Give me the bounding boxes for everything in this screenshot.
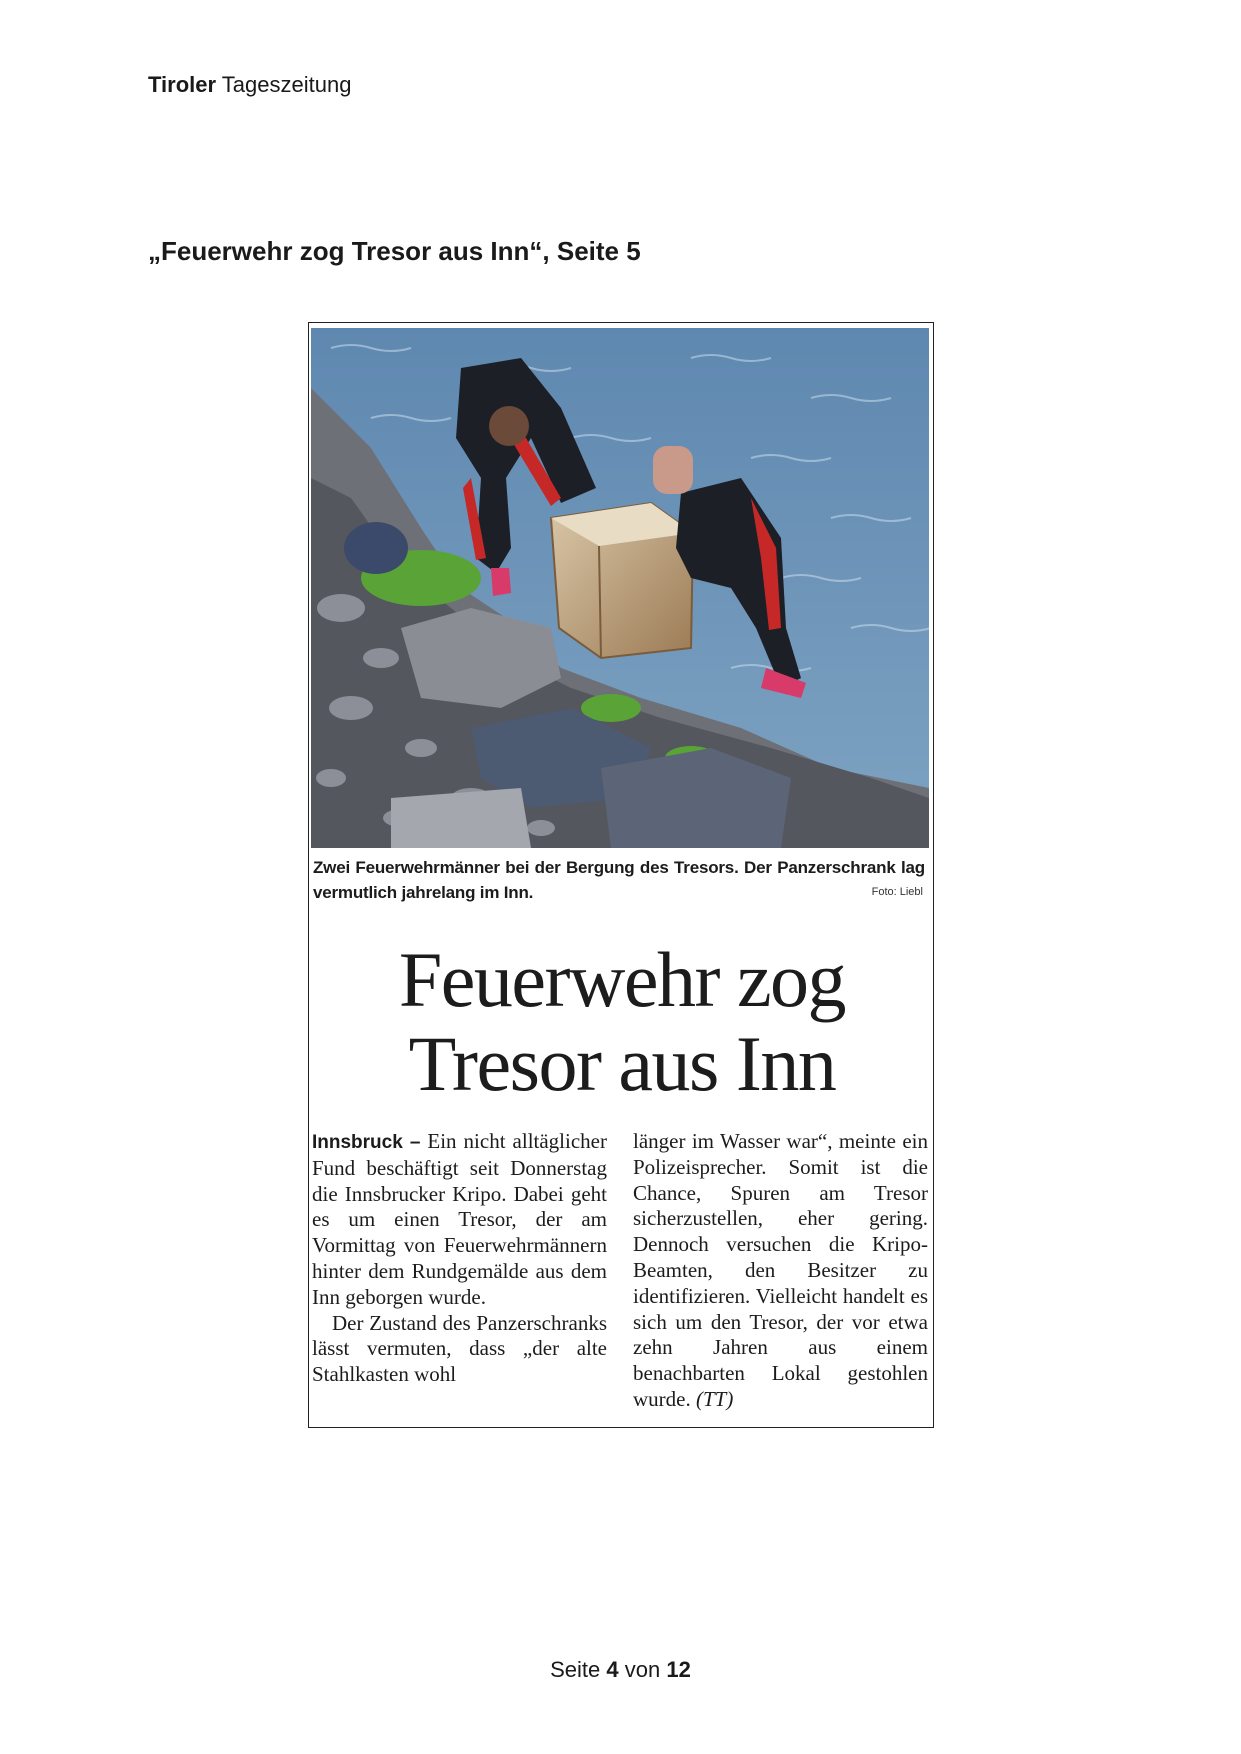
article-column-2 [633,1129,928,1413]
brand-bold: Tiroler [148,72,217,97]
paragraph-3-text: länger im Wasser war“, meinte ein Polizeisprecher. Somit ist die Chance, Spuren am Tresor sicherzustellen, eher gering. Dennoch versuchen die Kripo-Beamten, den Besitzer zu identifizieren. Vielleicht handelt es sich um den Tresor, der vor etwa zehn Jahren aus einem benachbarten Lokal gestohlen wurde. [633,1129,928,1411]
article-signature: (TT) [695,1386,734,1411]
article-photo [311,328,929,848]
newspaper-clipping [308,322,934,1428]
total-pages: 12 [666,1657,691,1682]
article-column-1 [312,1129,607,1413]
photo-caption: Zwei Feuerwehrmänner bei der Bergung des Tresors. Der Panzerschrank lag vermutlich jahrelang im Inn. [313,858,925,902]
page-number [0,1657,1241,1683]
article-reference-title: „Feuerwehr zog Tresor aus Inn“, Seite 5 [148,236,641,266]
brand-rest: Tageszeitung [221,72,352,97]
paragraph-2: Der Zustand des Panzerschranks lässt vermuten, dass „der alte Stahlkasten wohl [312,1310,607,1387]
headline-line-1: Feuerwehr zog [398,936,846,1023]
photo-illustration [311,328,929,848]
dateline: Innsbruck – [312,1132,421,1153]
paragraph-3 [633,1129,928,1413]
paragraph-1-text: Ein nicht alltäglicher Fund beschäftigt seit Donnerstag die Innsbrucker Kripo. Dabei geht es um einen Tresor, der am Vormittag von Feuerwehrmännern hinter dem Rundgemälde aus dem Inn geborgen wurde. [312,1129,607,1309]
page-of: von [624,1657,661,1682]
page-label: Seite [550,1657,601,1682]
current-page: 4 [606,1657,619,1682]
headline-line-2: Tresor aus Inn [408,1020,836,1107]
photo-credit: Foto: Liebl [871,886,923,898]
article-headline [309,938,935,1106]
article-body [312,1129,928,1413]
newspaper-brand [148,72,351,98]
paragraph-1 [312,1129,607,1311]
